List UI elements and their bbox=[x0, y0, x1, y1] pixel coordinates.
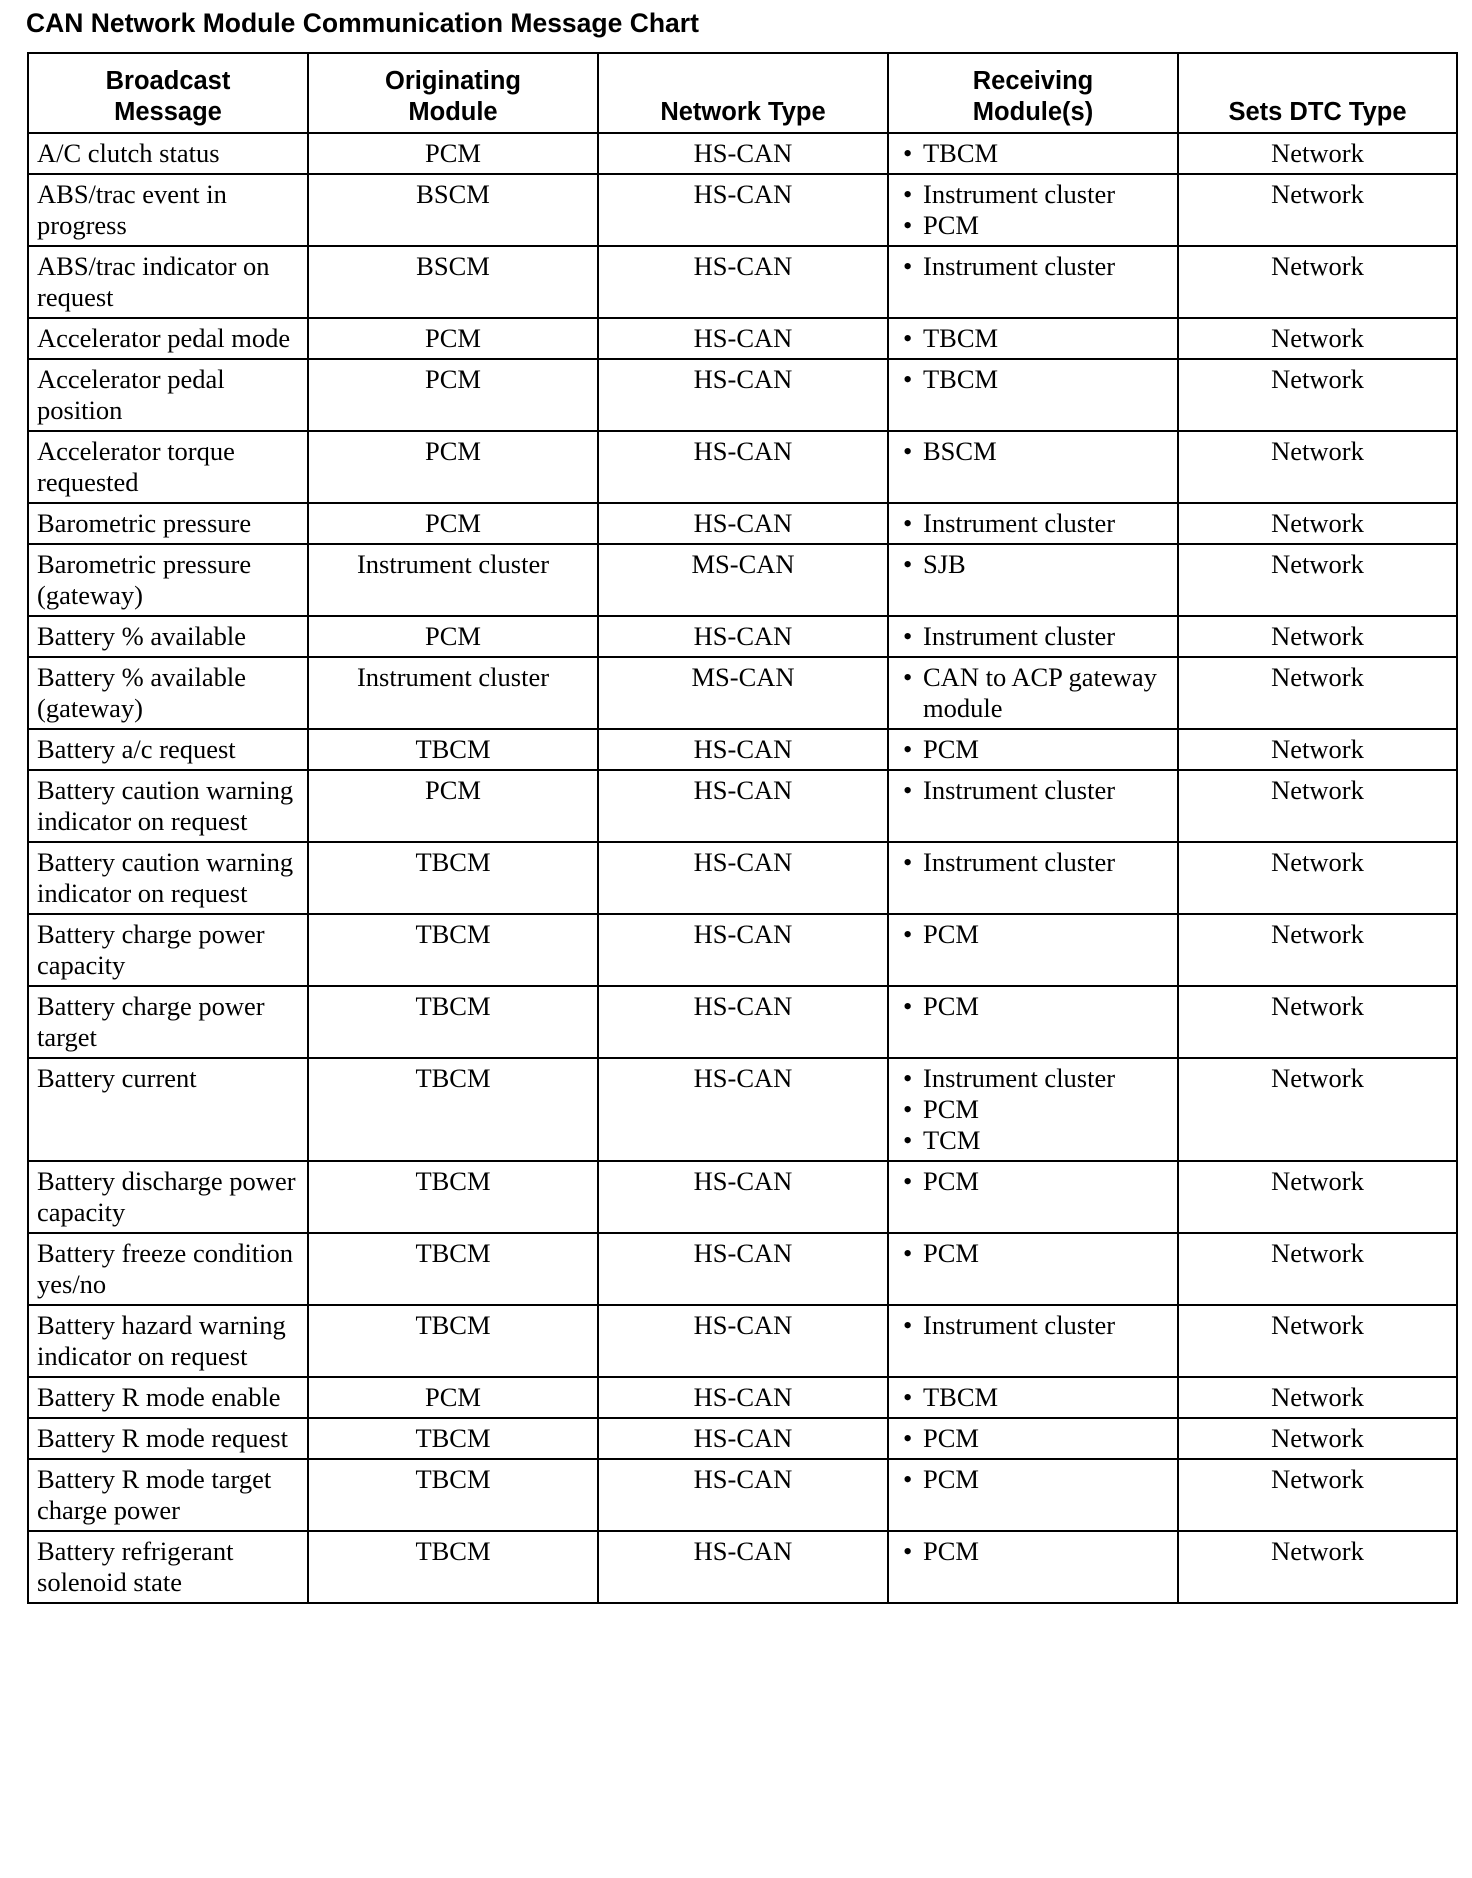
receiving-module-label: PCM bbox=[923, 1464, 979, 1494]
receiving-module-item bbox=[897, 1536, 1169, 1567]
bullet-icon: • bbox=[903, 621, 913, 651]
broadcast-message-cell: Battery hazard warning indicator on request bbox=[28, 1305, 308, 1377]
network-type-cell: HS-CAN bbox=[598, 1058, 888, 1161]
receiving-modules-list bbox=[897, 1310, 1169, 1341]
receiving-module-label: PCM bbox=[923, 1536, 979, 1566]
receiving-modules-cell bbox=[888, 616, 1178, 657]
receiving-module-label: Instrument cluster bbox=[923, 508, 1116, 538]
receiving-modules-cell bbox=[888, 1418, 1178, 1459]
sets-dtc-type-cell: Network bbox=[1178, 246, 1457, 318]
table-row bbox=[28, 1531, 1457, 1603]
receiving-modules-cell bbox=[888, 729, 1178, 770]
receiving-modules-list bbox=[897, 775, 1169, 806]
receiving-modules-cell bbox=[888, 1305, 1178, 1377]
receiving-module-label: TBCM bbox=[923, 1382, 999, 1412]
broadcast-message-cell: Battery charge power capacity bbox=[28, 914, 308, 986]
broadcast-message-cell: A/C clutch status bbox=[28, 133, 308, 174]
table-row bbox=[28, 1058, 1457, 1161]
column-header-label: Receiving Module(s) bbox=[972, 67, 1094, 126]
receiving-module-item bbox=[897, 508, 1169, 539]
bullet-icon: • bbox=[903, 1166, 913, 1196]
receiving-module-label: PCM bbox=[923, 1423, 979, 1453]
table-row bbox=[28, 1418, 1457, 1459]
receiving-module-item bbox=[897, 734, 1169, 765]
broadcast-message-cell: Accelerator torque requested bbox=[28, 431, 308, 503]
bullet-icon: • bbox=[903, 549, 913, 579]
receiving-modules-list bbox=[897, 919, 1169, 950]
table-row bbox=[28, 1305, 1457, 1377]
network-type-cell: HS-CAN bbox=[598, 842, 888, 914]
receiving-modules-cell bbox=[888, 1531, 1178, 1603]
bullet-icon: • bbox=[903, 734, 913, 764]
receiving-module-label: PCM bbox=[923, 1238, 979, 1268]
bullet-icon: • bbox=[903, 251, 913, 281]
receiving-module-label: SJB bbox=[923, 549, 966, 579]
table-row bbox=[28, 770, 1457, 842]
receiving-module-item bbox=[897, 549, 1169, 580]
broadcast-message-cell: Battery R mode enable bbox=[28, 1377, 308, 1418]
receiving-modules-list bbox=[897, 179, 1169, 241]
receiving-modules-cell bbox=[888, 842, 1178, 914]
receiving-modules-list bbox=[897, 1166, 1169, 1197]
sets-dtc-type-cell: Network bbox=[1178, 1531, 1457, 1603]
sets-dtc-type-cell: Network bbox=[1178, 1377, 1457, 1418]
bullet-icon: • bbox=[903, 1536, 913, 1566]
receiving-modules-list bbox=[897, 1423, 1169, 1454]
bullet-icon: • bbox=[903, 323, 913, 353]
table-row bbox=[28, 431, 1457, 503]
network-type-cell: HS-CAN bbox=[598, 1161, 888, 1233]
originating-module-cell: TBCM bbox=[308, 1058, 598, 1161]
bullet-icon: • bbox=[903, 847, 913, 877]
column-header-broadcast-message bbox=[28, 53, 308, 133]
column-header-label: Sets DTC Type bbox=[1228, 98, 1407, 126]
sets-dtc-type-cell: Network bbox=[1178, 359, 1457, 431]
sets-dtc-type-cell: Network bbox=[1178, 544, 1457, 616]
bullet-icon: • bbox=[903, 1382, 913, 1412]
receiving-modules-cell bbox=[888, 1459, 1178, 1531]
receiving-module-label: Instrument cluster bbox=[923, 179, 1116, 209]
broadcast-message-cell: Battery freeze condition yes/no bbox=[28, 1233, 308, 1305]
receiving-modules-list bbox=[897, 549, 1169, 580]
sets-dtc-type-cell: Network bbox=[1178, 842, 1457, 914]
receiving-module-item bbox=[897, 621, 1169, 652]
receiving-modules-list bbox=[897, 508, 1169, 539]
receiving-modules-cell bbox=[888, 657, 1178, 729]
bullet-icon: • bbox=[903, 662, 913, 692]
originating-module-cell: TBCM bbox=[308, 1233, 598, 1305]
broadcast-message-cell: ABS/trac event in progress bbox=[28, 174, 308, 246]
bullet-icon: • bbox=[903, 138, 913, 168]
table-row bbox=[28, 246, 1457, 318]
network-type-cell: HS-CAN bbox=[598, 431, 888, 503]
broadcast-message-cell: Battery a/c request bbox=[28, 729, 308, 770]
receiving-modules-list bbox=[897, 323, 1169, 354]
broadcast-message-cell: Battery caution warning indicator on request bbox=[28, 770, 308, 842]
originating-module-cell: PCM bbox=[308, 503, 598, 544]
receiving-module-label: TBCM bbox=[923, 138, 999, 168]
originating-module-cell: PCM bbox=[308, 1377, 598, 1418]
receiving-module-label: PCM bbox=[923, 210, 979, 240]
receiving-modules-cell bbox=[888, 1377, 1178, 1418]
network-type-cell: HS-CAN bbox=[598, 318, 888, 359]
receiving-module-item bbox=[897, 1382, 1169, 1413]
originating-module-cell: TBCM bbox=[308, 1531, 598, 1603]
originating-module-cell: TBCM bbox=[308, 986, 598, 1058]
originating-module-cell: TBCM bbox=[308, 914, 598, 986]
table-body bbox=[28, 133, 1457, 1603]
receiving-modules-cell bbox=[888, 770, 1178, 842]
broadcast-message-cell: Battery caution warning indicator on request bbox=[28, 842, 308, 914]
sets-dtc-type-cell: Network bbox=[1178, 986, 1457, 1058]
network-type-cell: HS-CAN bbox=[598, 503, 888, 544]
column-header-originating-module bbox=[308, 53, 598, 133]
sets-dtc-type-cell: Network bbox=[1178, 770, 1457, 842]
receiving-module-label: PCM bbox=[923, 734, 979, 764]
receiving-module-label: Instrument cluster bbox=[923, 1063, 1116, 1093]
bullet-icon: • bbox=[903, 775, 913, 805]
table-row bbox=[28, 359, 1457, 431]
receiving-modules-list bbox=[897, 1382, 1169, 1413]
sets-dtc-type-cell: Network bbox=[1178, 133, 1457, 174]
broadcast-message-cell: Battery R mode target charge power bbox=[28, 1459, 308, 1531]
bullet-icon: • bbox=[903, 1063, 913, 1093]
receiving-module-label: BSCM bbox=[923, 436, 997, 466]
originating-module-cell: BSCM bbox=[308, 174, 598, 246]
receiving-module-label: PCM bbox=[923, 1166, 979, 1196]
receiving-module-item bbox=[897, 364, 1169, 395]
receiving-modules-cell bbox=[888, 544, 1178, 616]
bullet-icon: • bbox=[903, 1238, 913, 1268]
bullet-icon: • bbox=[903, 508, 913, 538]
bullet-icon: • bbox=[903, 1464, 913, 1494]
broadcast-message-cell: Battery current bbox=[28, 1058, 308, 1161]
receiving-modules-cell bbox=[888, 1058, 1178, 1161]
network-type-cell: HS-CAN bbox=[598, 616, 888, 657]
sets-dtc-type-cell: Network bbox=[1178, 1161, 1457, 1233]
network-type-cell: HS-CAN bbox=[598, 1377, 888, 1418]
network-type-cell: HS-CAN bbox=[598, 133, 888, 174]
receiving-module-label: PCM bbox=[923, 919, 979, 949]
network-type-cell: HS-CAN bbox=[598, 1233, 888, 1305]
receiving-modules-list bbox=[897, 847, 1169, 878]
message-table bbox=[27, 52, 1458, 1604]
column-header-label: Network Type bbox=[660, 98, 826, 126]
receiving-module-item bbox=[897, 847, 1169, 878]
originating-module-cell: TBCM bbox=[308, 729, 598, 770]
sets-dtc-type-cell: Network bbox=[1178, 1459, 1457, 1531]
table-row bbox=[28, 616, 1457, 657]
originating-module-cell: TBCM bbox=[308, 1459, 598, 1531]
receiving-module-item bbox=[897, 1423, 1169, 1454]
receiving-module-label: TBCM bbox=[923, 364, 999, 394]
receiving-module-label: Instrument cluster bbox=[923, 847, 1116, 877]
network-type-cell: HS-CAN bbox=[598, 1418, 888, 1459]
receiving-modules-list bbox=[897, 1063, 1169, 1156]
broadcast-message-cell: Battery discharge power capacity bbox=[28, 1161, 308, 1233]
table-row bbox=[28, 1233, 1457, 1305]
table-row bbox=[28, 544, 1457, 616]
sets-dtc-type-cell: Network bbox=[1178, 431, 1457, 503]
sets-dtc-type-cell: Network bbox=[1178, 174, 1457, 246]
receiving-modules-cell bbox=[888, 1161, 1178, 1233]
receiving-module-item bbox=[897, 1166, 1169, 1197]
column-header-label: Broadcast Message bbox=[105, 67, 231, 126]
receiving-module-item bbox=[897, 1125, 1169, 1156]
receiving-modules-list bbox=[897, 621, 1169, 652]
receiving-module-item bbox=[897, 138, 1169, 169]
broadcast-message-cell: Accelerator pedal mode bbox=[28, 318, 308, 359]
network-type-cell: HS-CAN bbox=[598, 1305, 888, 1377]
receiving-module-item bbox=[897, 1063, 1169, 1094]
network-type-cell: MS-CAN bbox=[598, 544, 888, 616]
originating-module-cell: PCM bbox=[308, 431, 598, 503]
bullet-icon: • bbox=[903, 1094, 913, 1124]
receiving-module-item bbox=[897, 991, 1169, 1022]
bullet-icon: • bbox=[903, 919, 913, 949]
originating-module-cell: PCM bbox=[308, 770, 598, 842]
table-row bbox=[28, 1377, 1457, 1418]
broadcast-message-cell: Battery % available (gateway) bbox=[28, 657, 308, 729]
network-type-cell: HS-CAN bbox=[598, 914, 888, 986]
receiving-module-label: Instrument cluster bbox=[923, 621, 1116, 651]
sets-dtc-type-cell: Network bbox=[1178, 657, 1457, 729]
network-type-cell: HS-CAN bbox=[598, 246, 888, 318]
receiving-modules-list bbox=[897, 436, 1169, 467]
receiving-modules-cell bbox=[888, 133, 1178, 174]
column-header-receiving-modules bbox=[888, 53, 1178, 133]
broadcast-message-cell: Battery refrigerant solenoid state bbox=[28, 1531, 308, 1603]
receiving-module-item bbox=[897, 662, 1169, 724]
receiving-modules-list bbox=[897, 251, 1169, 282]
receiving-module-label: PCM bbox=[923, 1094, 979, 1124]
receiving-module-item bbox=[897, 436, 1169, 467]
sets-dtc-type-cell: Network bbox=[1178, 729, 1457, 770]
receiving-modules-cell bbox=[888, 318, 1178, 359]
receiving-modules-cell bbox=[888, 174, 1178, 246]
network-type-cell: HS-CAN bbox=[598, 174, 888, 246]
bullet-icon: • bbox=[903, 364, 913, 394]
broadcast-message-cell: Accelerator pedal position bbox=[28, 359, 308, 431]
receiving-modules-cell bbox=[888, 503, 1178, 544]
page-title: CAN Network Module Communication Message Chart bbox=[26, 8, 699, 38]
column-header-label: Originating Module bbox=[385, 67, 521, 126]
receiving-modules-cell bbox=[888, 359, 1178, 431]
bullet-icon: • bbox=[903, 991, 913, 1021]
receiving-module-label: PCM bbox=[923, 991, 979, 1021]
receiving-modules-list bbox=[897, 1464, 1169, 1495]
table-row bbox=[28, 503, 1457, 544]
receiving-module-label: CAN to ACP gateway module bbox=[923, 662, 1157, 723]
sets-dtc-type-cell: Network bbox=[1178, 1418, 1457, 1459]
table-row bbox=[28, 986, 1457, 1058]
receiving-modules-cell bbox=[888, 986, 1178, 1058]
originating-module-cell: Instrument cluster bbox=[308, 544, 598, 616]
network-type-cell: HS-CAN bbox=[598, 986, 888, 1058]
table-row bbox=[28, 174, 1457, 246]
broadcast-message-cell: Barometric pressure (gateway) bbox=[28, 544, 308, 616]
table-row bbox=[28, 729, 1457, 770]
bullet-icon: • bbox=[903, 1125, 913, 1155]
originating-module-cell: Instrument cluster bbox=[308, 657, 598, 729]
sets-dtc-type-cell: Network bbox=[1178, 503, 1457, 544]
broadcast-message-cell: Battery R mode request bbox=[28, 1418, 308, 1459]
receiving-module-item bbox=[897, 919, 1169, 950]
receiving-modules-list bbox=[897, 1238, 1169, 1269]
receiving-module-label: Instrument cluster bbox=[923, 775, 1116, 805]
table-row bbox=[28, 842, 1457, 914]
broadcast-message-cell: Battery charge power target bbox=[28, 986, 308, 1058]
sets-dtc-type-cell: Network bbox=[1178, 914, 1457, 986]
column-header-sets-dtc-type bbox=[1178, 53, 1457, 133]
receiving-module-item bbox=[897, 1238, 1169, 1269]
table-row bbox=[28, 318, 1457, 359]
originating-module-cell: TBCM bbox=[308, 842, 598, 914]
receiving-modules-list bbox=[897, 364, 1169, 395]
receiving-modules-cell bbox=[888, 246, 1178, 318]
broadcast-message-cell: Battery % available bbox=[28, 616, 308, 657]
receiving-module-label: Instrument cluster bbox=[923, 1310, 1116, 1340]
header-row bbox=[28, 53, 1457, 133]
originating-module-cell: BSCM bbox=[308, 246, 598, 318]
receiving-module-item bbox=[897, 251, 1169, 282]
receiving-module-item bbox=[897, 1094, 1169, 1125]
bullet-icon: • bbox=[903, 179, 913, 209]
originating-module-cell: PCM bbox=[308, 318, 598, 359]
table-row bbox=[28, 1161, 1457, 1233]
bullet-icon: • bbox=[903, 210, 913, 240]
receiving-modules-cell bbox=[888, 914, 1178, 986]
receiving-module-item bbox=[897, 323, 1169, 354]
table-row bbox=[28, 914, 1457, 986]
originating-module-cell: PCM bbox=[308, 616, 598, 657]
bullet-icon: • bbox=[903, 436, 913, 466]
receiving-modules-list bbox=[897, 662, 1169, 724]
table-row bbox=[28, 657, 1457, 729]
receiving-modules-list bbox=[897, 734, 1169, 765]
receiving-module-item bbox=[897, 1464, 1169, 1495]
table-row bbox=[28, 133, 1457, 174]
receiving-modules-list bbox=[897, 1536, 1169, 1567]
sets-dtc-type-cell: Network bbox=[1178, 318, 1457, 359]
originating-module-cell: PCM bbox=[308, 133, 598, 174]
receiving-modules-cell bbox=[888, 1233, 1178, 1305]
bullet-icon: • bbox=[903, 1423, 913, 1453]
network-type-cell: HS-CAN bbox=[598, 359, 888, 431]
bullet-icon: • bbox=[903, 1310, 913, 1340]
sets-dtc-type-cell: Network bbox=[1178, 616, 1457, 657]
originating-module-cell: TBCM bbox=[308, 1418, 598, 1459]
originating-module-cell: TBCM bbox=[308, 1305, 598, 1377]
network-type-cell: HS-CAN bbox=[598, 770, 888, 842]
receiving-module-item bbox=[897, 210, 1169, 241]
broadcast-message-cell: ABS/trac indicator on request bbox=[28, 246, 308, 318]
network-type-cell: MS-CAN bbox=[598, 657, 888, 729]
network-type-cell: HS-CAN bbox=[598, 1459, 888, 1531]
sets-dtc-type-cell: Network bbox=[1178, 1305, 1457, 1377]
receiving-modules-list bbox=[897, 991, 1169, 1022]
originating-module-cell: PCM bbox=[308, 359, 598, 431]
receiving-module-item bbox=[897, 1310, 1169, 1341]
sets-dtc-type-cell: Network bbox=[1178, 1233, 1457, 1305]
originating-module-cell: TBCM bbox=[308, 1161, 598, 1233]
network-type-cell: HS-CAN bbox=[598, 729, 888, 770]
broadcast-message-cell: Barometric pressure bbox=[28, 503, 308, 544]
network-type-cell: HS-CAN bbox=[598, 1531, 888, 1603]
receiving-modules-list bbox=[897, 138, 1169, 169]
receiving-module-label: Instrument cluster bbox=[923, 251, 1116, 281]
receiving-module-item bbox=[897, 179, 1169, 210]
column-header-network-type bbox=[598, 53, 888, 133]
receiving-module-label: TBCM bbox=[923, 323, 999, 353]
table-row bbox=[28, 1459, 1457, 1531]
receiving-module-item bbox=[897, 775, 1169, 806]
sets-dtc-type-cell: Network bbox=[1178, 1058, 1457, 1161]
receiving-module-label: TCM bbox=[923, 1125, 981, 1155]
receiving-modules-cell bbox=[888, 431, 1178, 503]
